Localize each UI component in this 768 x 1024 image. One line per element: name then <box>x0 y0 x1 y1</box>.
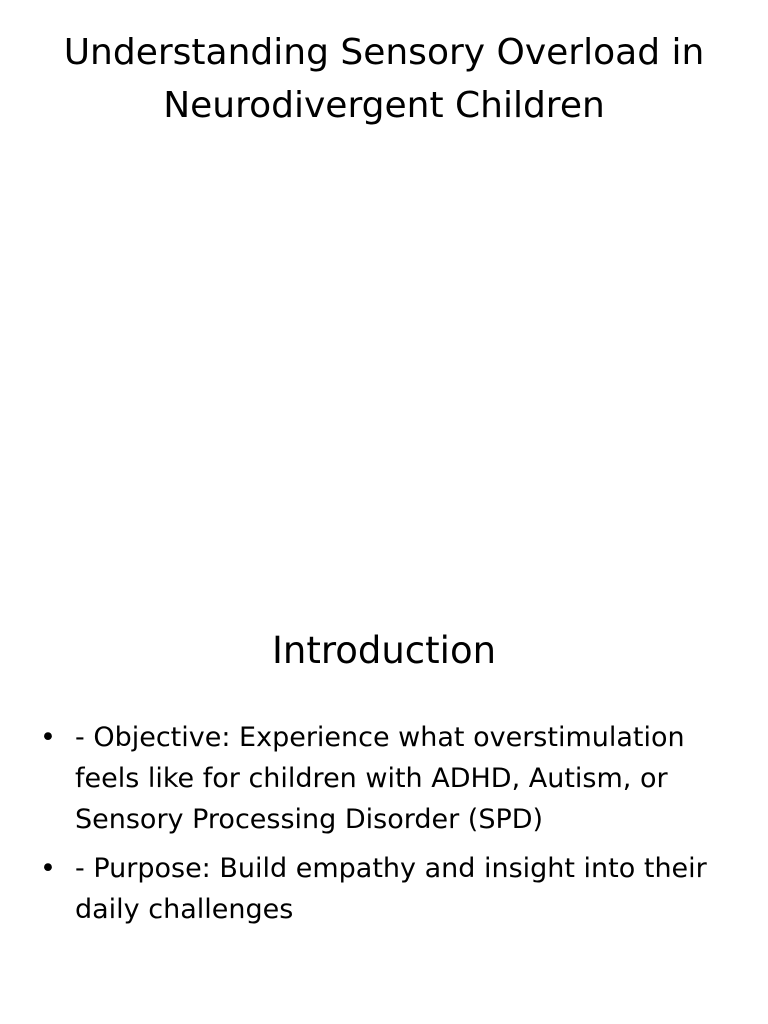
bullet-purpose <box>40 848 740 930</box>
bullet-text-purpose: - Purpose: Build empathy and insight into their daily challenges <box>75 853 707 925</box>
bullet-icon: • <box>40 722 56 753</box>
bullet-icon: • <box>40 853 56 884</box>
bullet-objective <box>40 717 740 840</box>
introduction-heading: Introduction <box>271 629 497 672</box>
slide-title: Understanding Sensory Overload in Neurodivergent Children <box>63 32 705 126</box>
bullet-list <box>40 717 740 938</box>
bullet-text-objective: - Objective: Experience what overstimulation feels like for children with ADHD, Autism, or Sensory Processing Disorder (SPD) <box>75 722 685 835</box>
